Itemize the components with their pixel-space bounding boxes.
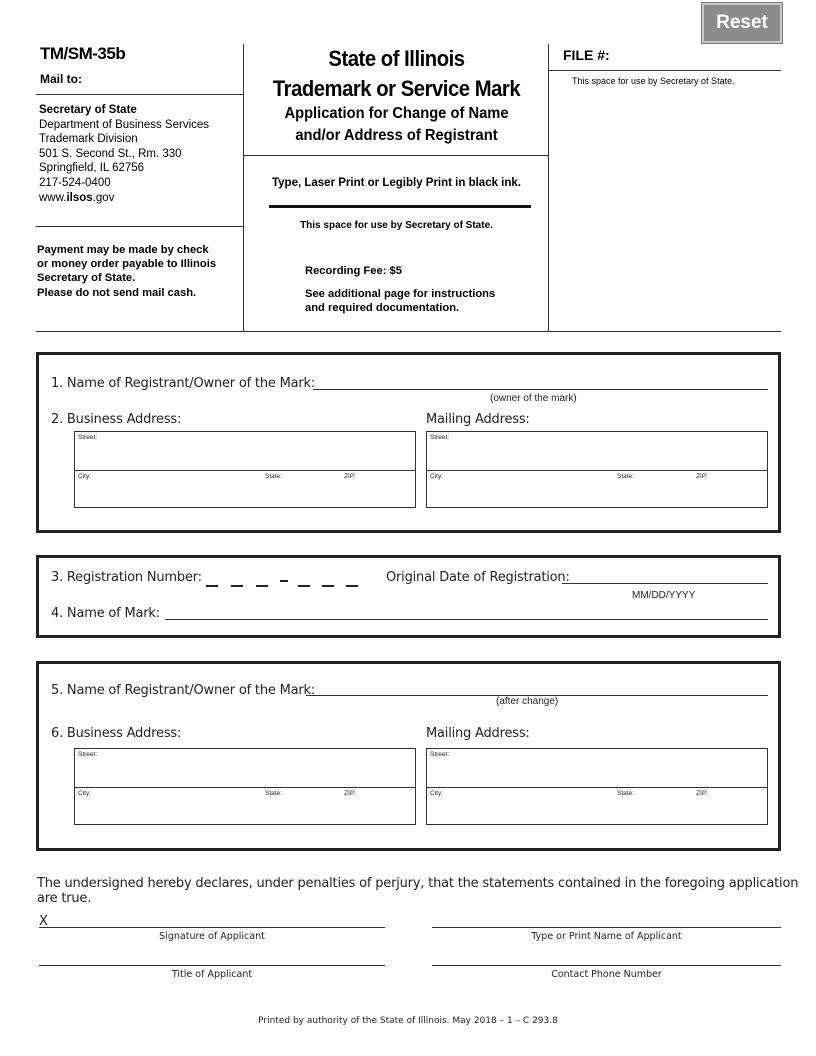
address-line: Trademark Division [39,133,138,146]
mail-to-label: Mail to: [40,72,82,86]
declaration-text: The undersigned hereby declares, under penalties of perjury, that the statements contained in the foregoing application are true. [37,876,799,906]
sos-space-note-center: This space for use by Secretary of State. [300,220,493,231]
subtitle-line: Application for Change of Name [284,105,509,122]
header-bottom-rule [36,331,781,332]
note-line: See additional page for instructions [305,288,496,300]
title-rule [243,155,548,156]
address-line: Secretary of State [39,104,137,116]
payment-line: or money order payable to Illinois [37,258,217,271]
signature-caption: Signature of Applicant [159,931,265,942]
digit-slot [231,585,243,587]
payment-note [37,243,216,300]
zip-field[interactable]: ZIP: [696,790,708,797]
form-number: TM/SM-35b [40,44,126,63]
item1-input[interactable] [313,389,768,390]
zip-field[interactable]: ZIP: [344,473,356,480]
website-suffix: .gov [92,191,115,204]
zip-field[interactable]: ZIP: [696,473,708,480]
city-field[interactable]: City: [78,790,91,797]
address-line: 501 S. Second St., Rm. 330 [39,147,182,160]
item6-label: 6. Business Address: [51,726,182,741]
footer-text: Printed by authority of the State of Illinois. May 2018 – 1 – C 293.8 [258,1016,558,1026]
address-rule [36,226,243,227]
page-subtitle [256,103,537,147]
website-bold: ilsos [66,191,93,204]
address-divider [427,787,767,788]
digit-slot [206,585,218,587]
website-prefix: www. [39,191,67,204]
state-field[interactable]: State: [617,473,634,480]
digit-slot [256,585,268,587]
note-line: and required documentation. [305,302,460,314]
address-divider [427,470,767,471]
print-name-input[interactable] [432,927,781,928]
mailing-address-label: Mailing Address: [426,726,530,741]
original-date-label: Original Date of Registration: [386,570,570,585]
business-address-box-2 [74,748,416,825]
item4-label: 4. Name of Mark: [51,606,160,621]
phone-input[interactable] [432,965,781,966]
mailing-address-box-2 [426,748,768,825]
recording-fee: Recording Fee: $5 [305,265,402,277]
address-line: 217-524-0400 [39,176,111,189]
title-line: Trademark or Service Mark [272,76,521,101]
item5-label: 5. Name of Registrant/Owner of the Mark: [51,683,316,698]
original-date-input[interactable] [562,583,768,584]
item2-label: 2. Business Address: [51,412,182,427]
file-number-label: FILE #: [563,47,610,63]
payment-line: Payment may be made by check [37,244,209,256]
sos-space-note-right: This space for use by Secretary of State. [572,76,735,86]
payment-line: Secretary of State. [37,272,136,285]
mailing-address-label: Mailing Address: [426,412,530,427]
address-divider [75,470,415,471]
file-rule [548,70,781,71]
street-field[interactable]: Street: [430,751,450,758]
item5-caption: (after change) [496,696,559,707]
item3-label: 3. Registration Number: [51,570,202,585]
reset-button[interactable]: Reset [702,3,782,43]
subtitle-line: and/or Address of Registrant [295,127,498,144]
print-name-caption: Type or Print Name of Applicant [531,931,682,942]
mark-name-input[interactable] [165,619,768,620]
mailing-address-box-1 [426,431,768,508]
state-field[interactable]: State: [617,790,634,797]
state-field[interactable]: State: [265,473,282,480]
street-field[interactable]: Street: [430,434,450,441]
mailing-address-block [39,103,209,205]
city-field[interactable]: City: [430,473,443,480]
title-caption: Title of Applicant [171,969,253,980]
digit-slot [322,585,334,587]
digit-slot [346,585,358,587]
ink-rule [269,205,531,208]
address-line: Springfield, IL 62756 [39,162,145,175]
additional-page-note [305,287,495,315]
city-field[interactable]: City: [78,473,91,480]
phone-caption: Contact Phone Number [551,969,662,980]
digit-slot [298,585,310,587]
street-field[interactable]: Street: [78,751,98,758]
item1-label: 1. Name of Registrant/Owner of the Mark: [51,376,316,391]
page-title [256,44,537,104]
title-line: State of Illinois [328,46,465,71]
business-address-box-1 [74,431,416,508]
signature-x-mark: X [39,914,48,929]
mailto-rule [36,94,243,95]
zip-field[interactable]: ZIP: [344,790,356,797]
city-field[interactable]: City: [430,790,443,797]
website-link[interactable] [39,191,209,206]
state-field[interactable]: State: [265,790,282,797]
ink-instruction: Type, Laser Print or Legibly Print in black ink. [271,177,521,189]
payment-line: Please do not send mail cash. [37,286,197,299]
street-field[interactable]: Street: [78,434,98,441]
date-format-caption: MM/DD/YYYY [632,590,696,601]
address-line: Department of Business Services [39,118,210,131]
item1-caption: (owner of the mark) [490,393,577,404]
hyphen [280,580,288,582]
signature-input[interactable] [39,927,385,928]
title-input[interactable] [39,965,385,966]
address-divider [75,787,415,788]
